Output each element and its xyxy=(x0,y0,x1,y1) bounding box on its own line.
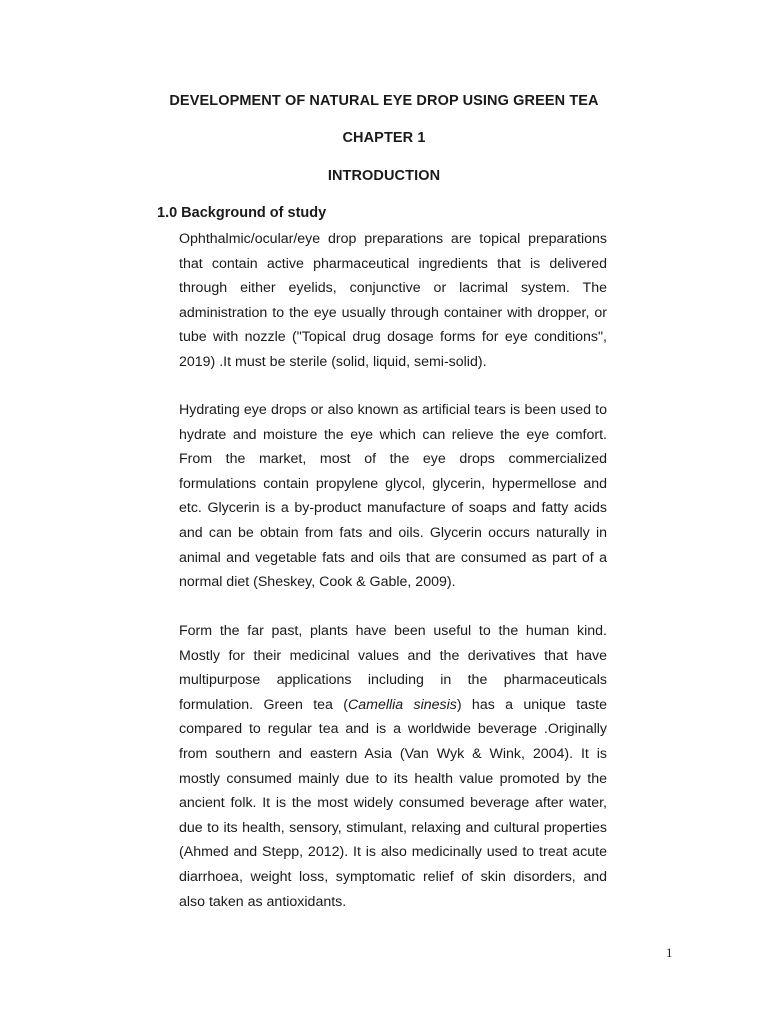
paragraph-green-tea xyxy=(179,619,607,914)
paragraph-hydrating-eye-drops: Hydrating eye drops or also known as artificial tears is been used to hydrate and moisture the eye which can relieve the eye comfort. From the market, most of the eye drops commercialized formulations contain propylene glycol, glycerin, hypermellose and etc. Glycerin is a by-product manufacture of soaps and fatty acids and can be obtain from fats and oils. Glycerin occurs naturally in animal and vegetable fats and oils that are consumed as part of a normal diet (Sheskey, Cook & Gable, 2009). xyxy=(179,402,607,591)
chapter-label: CHAPTER 1 xyxy=(342,130,426,146)
paragraph-text-part: Form the far past, plants have been useful to the human kind. Mostly for their medicinal values and the derivatives that have multipurpose applications including in the pharmaceuticals formulation. Green tea ( xyxy=(179,623,607,713)
subsection-heading: 1.0 Background of study xyxy=(157,205,327,221)
paragraph-eye-drop-preparations: Ophthalmic/ocular/eye drop preparations are topical preparations that contain active pharmaceutical ingredients that is delivered through either eyelids, conjunctive or lacrimal system. The administration to the eye usually through container with dropper, or tube with nozzle ("Topical drug dosage forms for eye conditions", 2019) .It must be sterile (solid, liquid, semi-solid). xyxy=(179,231,607,370)
page-number: 1 xyxy=(666,945,673,960)
document-title: DEVELOPMENT OF NATURAL EYE DROP USING GREEN TEA xyxy=(169,93,599,109)
paragraph-text-part: ) has a unique taste compared to regular tea and is a worldwide beverage .Originally from southern and eastern Asia (Van Wyk & Wink, 2004). It is mostly consumed mainly due to its health value promoted by the ancient folk. It is the most widely consumed beverage after water, due to its health, sensory, stimulant, relaxing and cultural properties (Ahmed and Stepp, 2012). It is also medicinally used to treat acute diarrhoea, weight loss, symptomatic relief of skin disorders, and also taken as antioxidants. xyxy=(179,696,608,910)
section-heading: INTRODUCTION xyxy=(327,168,441,184)
species-name-italic: Camellia sinesis xyxy=(347,696,457,713)
